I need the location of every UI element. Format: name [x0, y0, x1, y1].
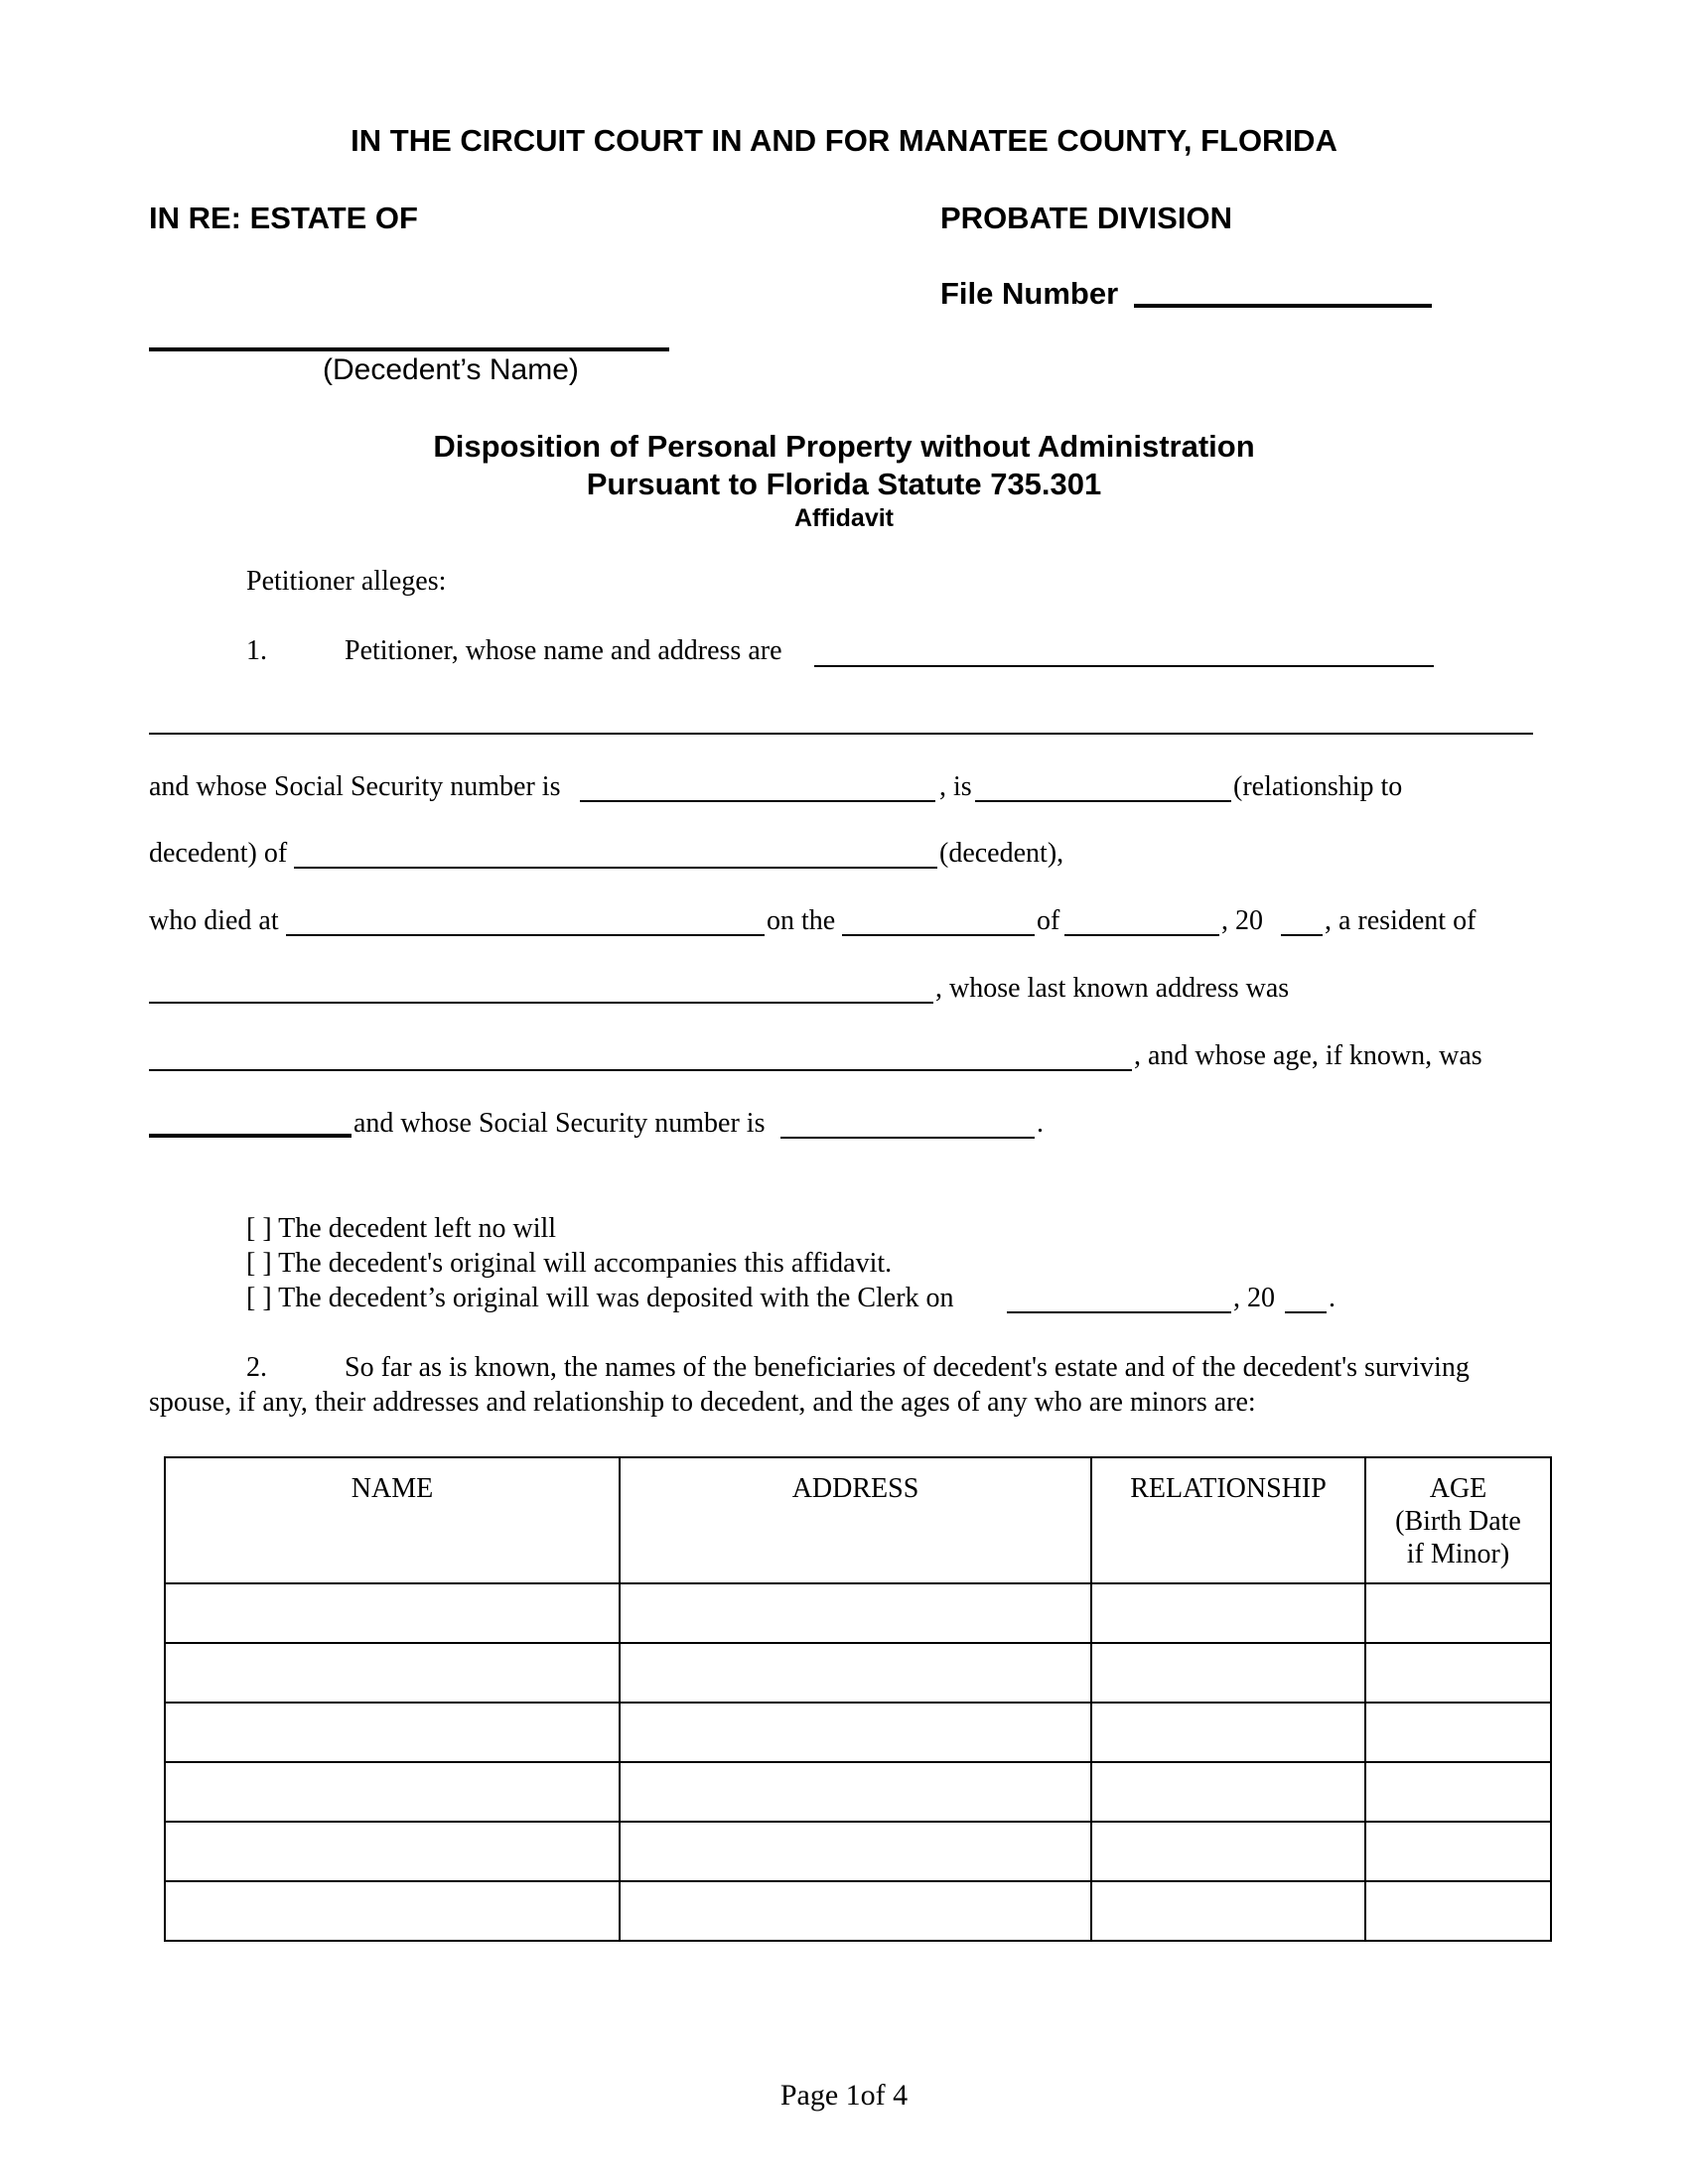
relationship-cell[interactable] [1091, 1881, 1365, 1941]
name-cell[interactable] [165, 1703, 620, 1762]
age-cell[interactable] [1365, 1822, 1551, 1881]
beneficiaries-table [164, 1456, 1552, 1942]
checkbox-bracket: [ ] [246, 1248, 272, 1279]
decedent-name-caption: (Decedent’s Name) [323, 353, 579, 386]
checkbox-no-will[interactable] [246, 1213, 556, 1245]
last-address-label: , whose last known address was [935, 973, 1290, 1004]
death-day-field[interactable] [842, 934, 1035, 936]
header-name: NAME [165, 1457, 620, 1583]
petitioner-alleges: Petitioner alleges: [246, 566, 447, 597]
header-age-line-2: (Birth Date [1395, 1506, 1521, 1537]
decedent-of-label: decedent) of [149, 838, 288, 869]
table-row [165, 1822, 1551, 1881]
relationship-label: (relationship to [1233, 771, 1403, 802]
header-age [1365, 1457, 1551, 1583]
age-cell[interactable] [1365, 1643, 1551, 1703]
place-of-death-field[interactable] [286, 934, 765, 936]
address-cell[interactable] [620, 1762, 1091, 1822]
decedent-paren-label: (decedent), [939, 838, 1064, 869]
age-cell[interactable] [1365, 1762, 1551, 1822]
checkbox-will-deposited[interactable] [246, 1283, 954, 1314]
ssn-label: and whose Social Security number is [149, 771, 561, 802]
relationship-cell[interactable] [1091, 1762, 1365, 1822]
petitioner-ssn-field[interactable] [580, 800, 935, 802]
address-cell[interactable] [620, 1703, 1091, 1762]
deposit-year-field[interactable] [1285, 1311, 1327, 1313]
relationship-cell[interactable] [1091, 1583, 1365, 1643]
checkbox-label: The decedent’s original will was deposited with the Clerk on [278, 1283, 954, 1313]
table-header-row [165, 1457, 1551, 1583]
age-cell[interactable] [1365, 1703, 1551, 1762]
is-label: , is [939, 771, 972, 802]
relationship-cell[interactable] [1091, 1643, 1365, 1703]
resident-of-label: , a resident of [1325, 905, 1477, 936]
residence-field[interactable] [149, 1002, 933, 1004]
file-number-field[interactable] [1134, 304, 1432, 308]
checkbox-bracket: [ ] [246, 1213, 272, 1244]
address-cell[interactable] [620, 1822, 1091, 1881]
deposit-year-label: , 20 [1233, 1283, 1275, 1313]
death-year-field[interactable] [1281, 934, 1323, 936]
paragraph-2-line-2: spouse, if any, their addresses and relationship to decedent, and the ages of any who are minors are: [149, 1387, 1256, 1418]
checkbox-label: The decedent's original will accompanies this affidavit. [278, 1248, 893, 1279]
last-known-address-field[interactable] [149, 1069, 1132, 1071]
name-cell[interactable] [165, 1643, 620, 1703]
address-cell[interactable] [620, 1643, 1091, 1703]
header-relationship: RELATIONSHIP [1091, 1457, 1365, 1583]
relationship-cell[interactable] [1091, 1822, 1365, 1881]
paragraph-1-text: Petitioner, whose name and address are [345, 635, 782, 666]
paragraph-2-number: 2. [246, 1352, 267, 1383]
table-row [165, 1583, 1551, 1643]
name-cell[interactable] [165, 1822, 620, 1881]
page-number: Page 1of 4 [779, 2079, 909, 2112]
on-the-label: on the [767, 905, 836, 936]
paragraph-2-line-1: So far as is known, the names of the beneficiaries of decedent's estate and of the decedent's surviving [345, 1352, 1470, 1383]
file-number-label: File Number [940, 276, 1119, 311]
name-cell[interactable] [165, 1583, 620, 1643]
table-row [165, 1703, 1551, 1762]
year-20-label: , 20 [1221, 905, 1263, 936]
age-cell[interactable] [1365, 1583, 1551, 1643]
checkbox-will-accompanies[interactable] [246, 1248, 892, 1280]
title-line-3: Affidavit [794, 504, 894, 532]
name-cell[interactable] [165, 1762, 620, 1822]
death-month-field[interactable] [1064, 934, 1219, 936]
decedent-age-field[interactable] [149, 1134, 352, 1138]
deposit-period: . [1329, 1283, 1336, 1313]
table-row [165, 1881, 1551, 1941]
table-row [165, 1643, 1551, 1703]
died-at-label: who died at [149, 905, 279, 936]
title-line-1: Disposition of Personal Property without Administration [433, 429, 1255, 464]
period: . [1037, 1108, 1044, 1139]
deposit-date-field[interactable] [1007, 1311, 1231, 1313]
decedent-name-field-2[interactable] [294, 867, 937, 869]
header-address: ADDRESS [620, 1457, 1091, 1583]
header-age-line-3: if Minor) [1406, 1539, 1510, 1570]
petitioner-address-field-2[interactable] [149, 733, 1533, 735]
decedent-name-field[interactable] [149, 347, 669, 351]
decedent-ssn-label: and whose Social Security number is [353, 1108, 766, 1139]
title-line-2: Pursuant to Florida Statute 735.301 [586, 467, 1102, 501]
table-row [165, 1762, 1551, 1822]
header-age-line-1: AGE [1429, 1473, 1487, 1504]
probate-division-label: PROBATE DIVISION [940, 201, 1232, 235]
in-re-estate-label: IN RE: ESTATE OF [149, 201, 418, 235]
court-heading: IN THE CIRCUIT COURT IN AND FOR MANATEE COUNTY, FLORIDA [351, 123, 1337, 158]
relationship-cell[interactable] [1091, 1703, 1365, 1762]
address-cell[interactable] [620, 1881, 1091, 1941]
age-cell[interactable] [1365, 1881, 1551, 1941]
petitioner-name-address-field[interactable] [814, 665, 1434, 667]
decedent-ssn-field[interactable] [780, 1137, 1035, 1139]
paragraph-1-number: 1. [246, 635, 267, 666]
checkbox-label: The decedent left no will [278, 1213, 557, 1244]
address-cell[interactable] [620, 1583, 1091, 1643]
name-cell[interactable] [165, 1881, 620, 1941]
age-known-label: , and whose age, if known, was [1134, 1040, 1482, 1071]
of-label: of [1037, 905, 1060, 936]
relationship-field[interactable] [975, 800, 1231, 802]
checkbox-bracket: [ ] [246, 1283, 272, 1313]
